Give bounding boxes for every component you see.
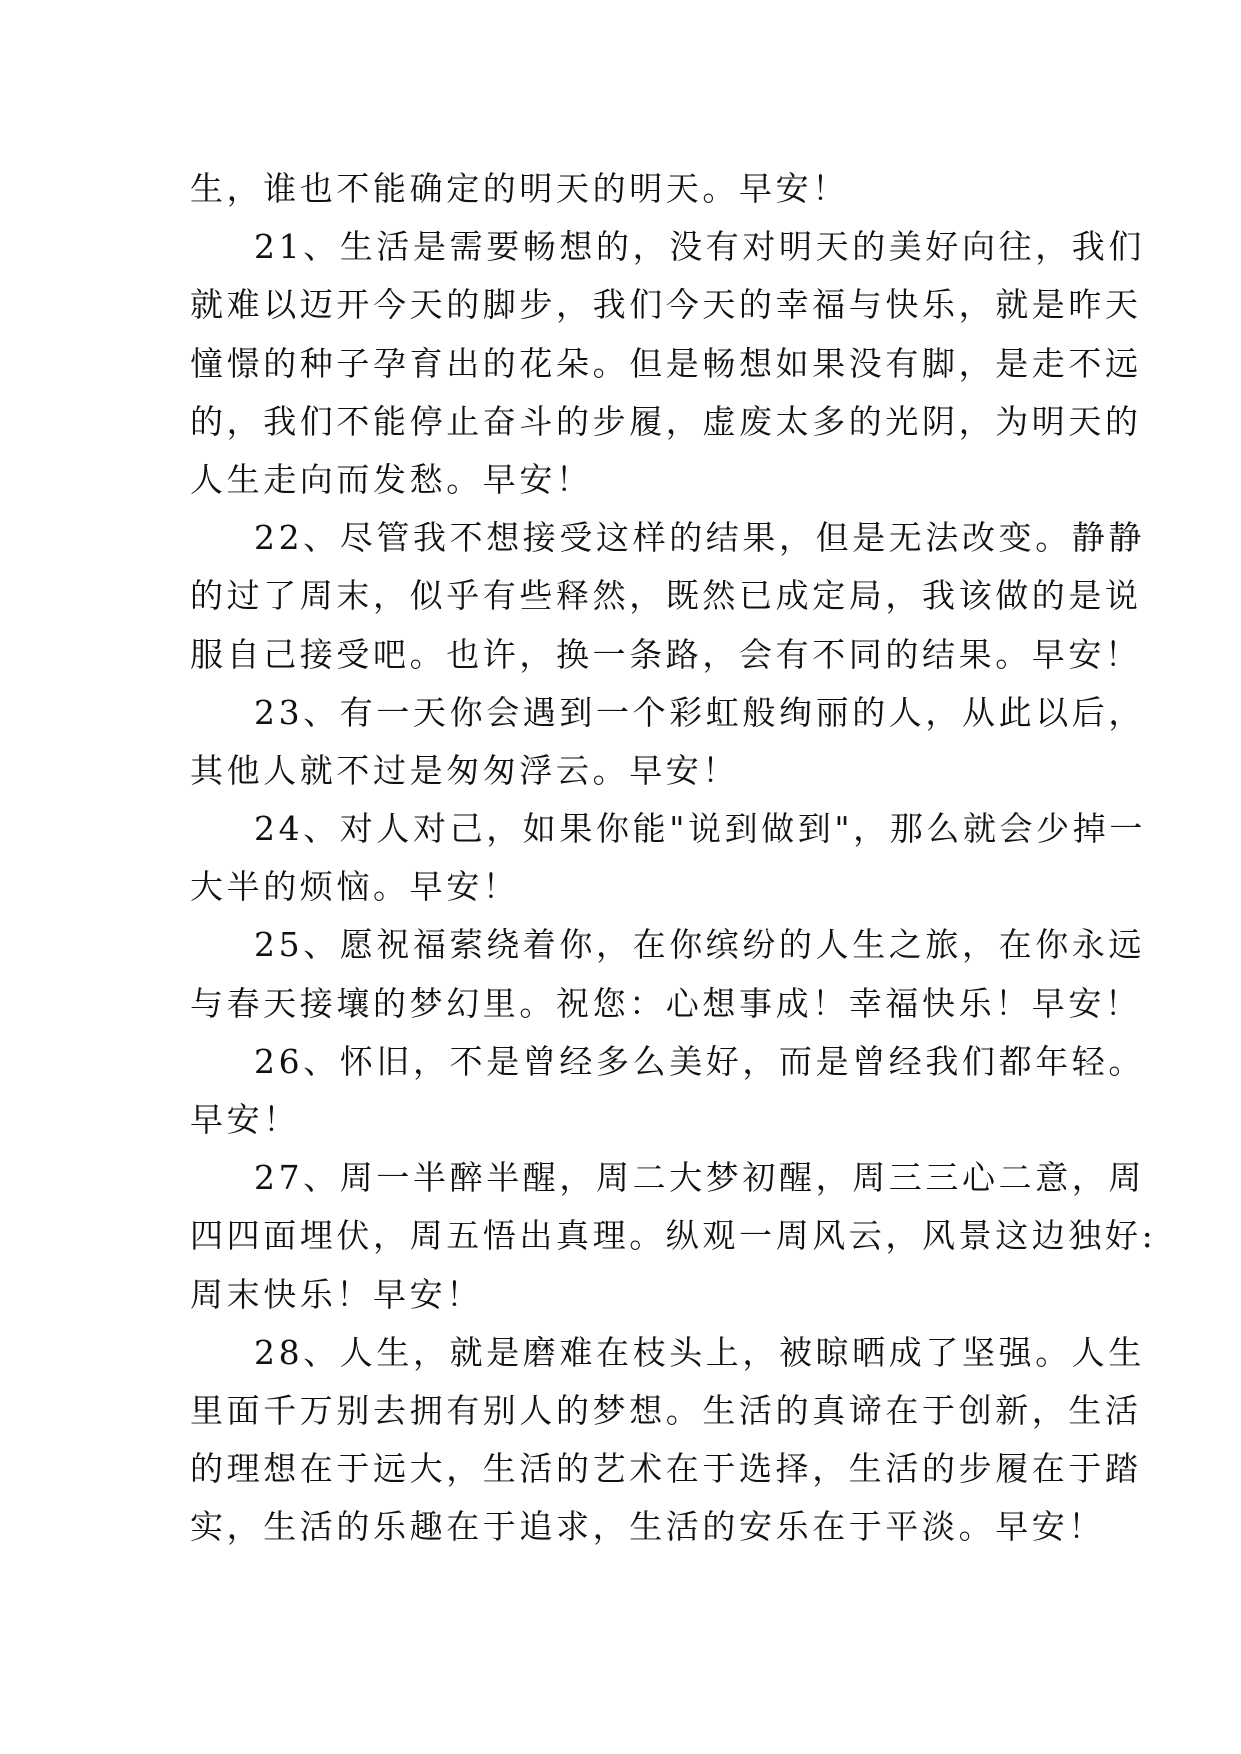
text-line: 的过了周末，似乎有些释然，既然已成定局，我该做的是说: [190, 576, 1142, 616]
paragraph-start-26: 26、怀旧，不是曾经多么美好，而是曾经我们都年轻。: [254, 1041, 1145, 1081]
text-line: 四四面埋伏，周五悟出真理。纵观一周风云，风景这边独好:: [190, 1216, 1157, 1256]
text-line: 的，我们不能停止奋斗的步履，虚废太多的光阴，为明天的: [190, 401, 1142, 441]
text-line: 其他人就不过是匆匆浮云。早安！: [190, 750, 739, 790]
text-line: 与春天接壤的梦幻里。祝您：心想事成！幸福快乐！早安！: [190, 983, 1142, 1023]
text-line: 人生走向而发愁。早安！: [190, 459, 593, 499]
text-line: 憧憬的种子孕育出的花朵。但是畅想如果没有脚，是走不远: [190, 343, 1142, 383]
paragraph-start-25: 25、愿祝福萦绕着你，在你缤纷的人生之旅，在你永远: [254, 925, 1145, 965]
text-line: 里面千万别去拥有别人的梦想。生活的真谛在于创新，生活: [190, 1390, 1142, 1430]
text-line: 的理想在于远大，生活的艺术在于选择，生活的步履在于踏: [190, 1449, 1142, 1489]
paragraph-start-23: 23、有一天你会遇到一个彩虹般绚丽的人，从此以后，: [254, 692, 1145, 732]
text-line: 生，谁也不能确定的明天的明天。早安！: [190, 169, 849, 208]
paragraph-start-28: 28、人生，就是磨难在枝头上，被晾晒成了坚强。人生: [254, 1332, 1145, 1372]
paragraph-start-24: 24、对人对己，如果你能"说到做到"，那么就会少掉一: [254, 809, 1146, 849]
text-line: 早安！: [190, 1100, 300, 1139]
text-line: 大半的烦恼。早安！: [190, 867, 520, 907]
text-line: 就难以迈开今天的脚步，我们今天的幸福与快乐，就是昨天: [190, 285, 1142, 325]
paragraph-start-27: 27、周一半醉半醒，周二大梦初醒，周三三心二意，周: [254, 1158, 1145, 1198]
document-body: [190, 160, 1157, 1557]
paragraph-start-21: 21、生活是需要畅想的，没有对明天的美好向往，我们: [254, 227, 1145, 267]
text-line: 周末快乐！早安！: [190, 1274, 483, 1314]
text-line: 服自己接受吧。也许，换一条路，会有不同的结果。早安！: [190, 634, 1142, 674]
paragraph-start-22: 22、尽管我不想接受这样的结果，但是无法改变。静静: [254, 518, 1145, 558]
text-line: 实，生活的乐趣在于追求，生活的安乐在于平淡。早安！: [190, 1507, 1105, 1547]
